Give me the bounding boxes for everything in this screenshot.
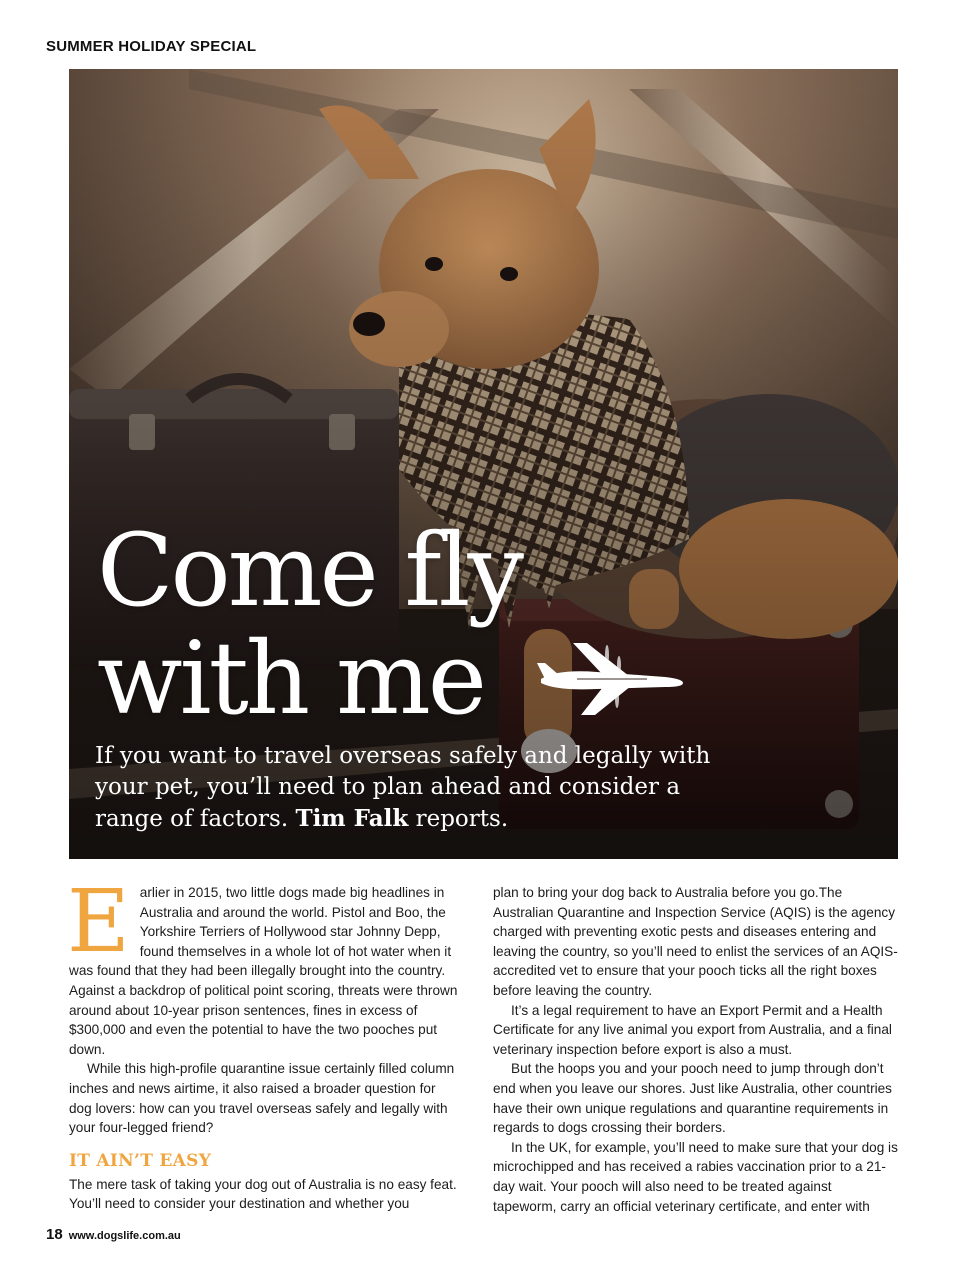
section-subhead: IT AIN’T EASY: [69, 1150, 212, 1171]
paragraph: But the hoops you and your pooch need to jump through don’t end when you leave our shores. Just like Australia, other countries have their own unique regulations and quarantine requirements in regards to dogs crossing their borders.: [493, 1061, 892, 1136]
headline-line-1: Come fly: [97, 512, 521, 629]
standfirst-text: If you want to travel overseas safely and legally with your pet, you’ll need to plan ahead and consider a range of factors.: [95, 743, 711, 832]
website-url: www.dogslife.com.au: [68, 1230, 181, 1242]
article-headline: [97, 512, 521, 737]
article-standfirst: [95, 741, 735, 835]
standfirst-end: reports.: [408, 806, 509, 832]
article-column-left: [67, 872, 461, 1214]
paragraph: While this high-profile quarantine issue certainly filled column inches and news airtime, it also raised a broader question for dog lovers: how can you travel overseas safely and legally with your four-legged friend?: [69, 1061, 455, 1136]
paragraph: plan to bring your dog back to Australia before you go.The Australian Quarantine and Inspection Service (AQIS) is the agency charged with preventing exotic pests and diseases entering and leaving the country, so you’ll need to enlist the services of an AQIS-accredited vet to ensure that your pooch ticks all the right boxes before leaving the country.: [493, 885, 898, 998]
paragraph: It’s a legal requirement to have an Export Permit and a Health Certificate for any live animal you export from Australia, and a final veterinary inspection before export is also a must.: [493, 1002, 892, 1057]
drop-cap: E: [67, 872, 130, 972]
section-label: SUMMER HOLIDAY SPECIAL: [46, 38, 257, 55]
paragraph: [67, 872, 461, 1059]
article-column-right: [493, 883, 898, 1216]
paragraph-text: arlier in 2015, two little dogs made big headlines in Australia and around the world. Pistol and Boo, the Yorkshire Terriers of Hollywood star Johnny Depp, found themselves in a whole lot of hot water when it was found that they had been illegally brought into the country. Against a backdrop of political point scoring, threats were thrown around about 10-year prison sentences, fines in excess of $300,000 and even the potential to have the two pooches put down.: [69, 885, 458, 1057]
paragraph: The mere task of taking your dog out of Australia is no easy feat. You’ll need to consider your destination and whether you: [69, 1176, 457, 1212]
headline-line-2: with me: [97, 620, 484, 737]
paragraph: In the UK, for example, you’ll need to make sure that your dog is microchipped and has received a rabies vaccination prior to a 21-day wait. Your pooch will also need to be treated against tapeworm, carry an official veterinary certificate, and enter with: [493, 1139, 898, 1214]
author-name: Tim Falk: [295, 805, 409, 832]
page-number: 18: [46, 1226, 63, 1243]
page-footer: [46, 1226, 181, 1244]
hero-image: [69, 69, 898, 859]
airplane-icon: [537, 639, 687, 719]
